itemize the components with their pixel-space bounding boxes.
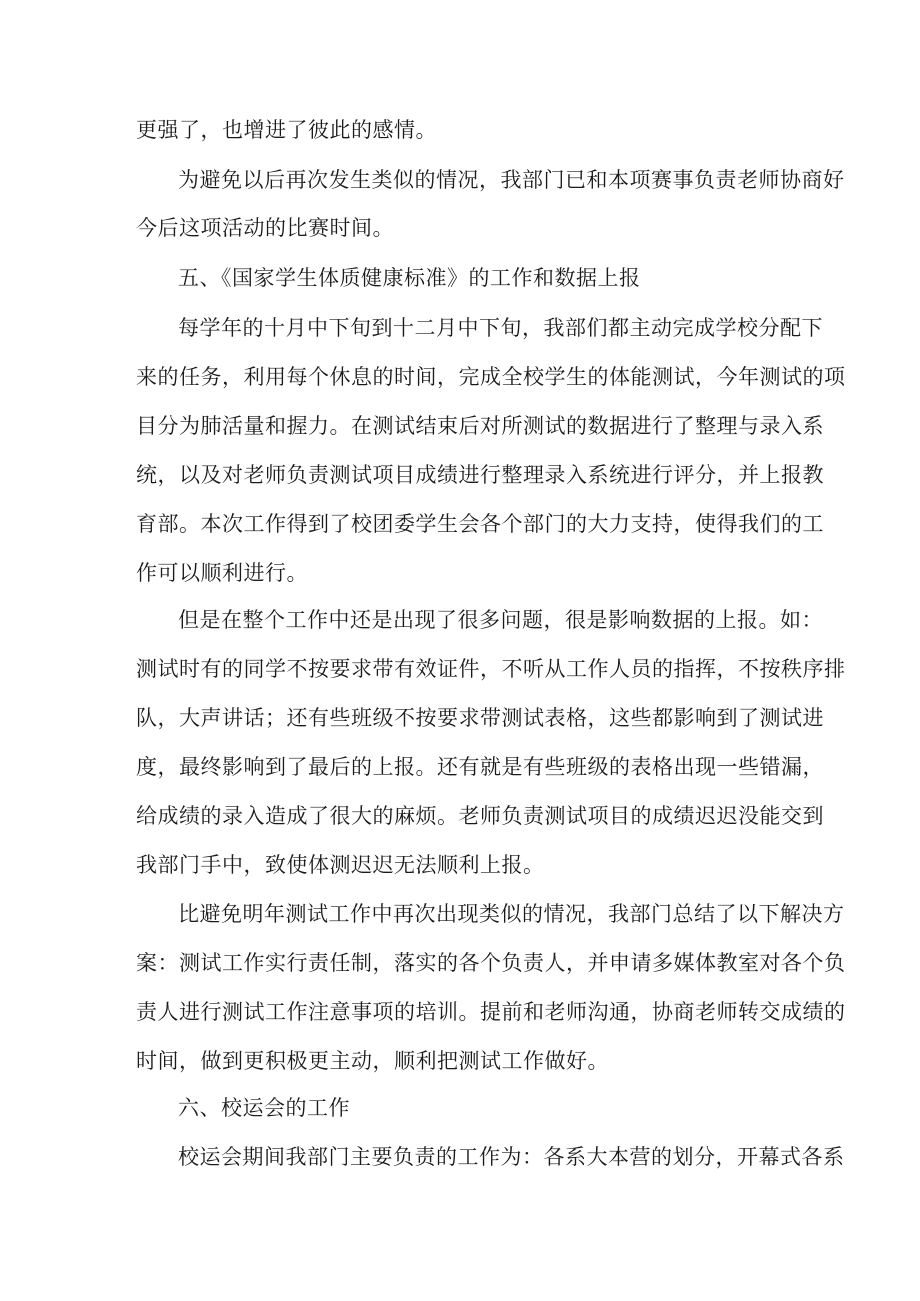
- paragraph-line: 给成绩的录入造成了很大的麻烦。老师负责测试项目的成绩迟迟没能交到: [136, 804, 824, 828]
- paragraph-line: 今后这项活动的比赛时间。: [136, 216, 394, 240]
- paragraph-line: 统，以及对老师负责测试项目成绩进行整理录入系统进行评分，并上报教: [136, 463, 824, 487]
- paragraph-line: 育部。本次工作得到了校团委学生会各个部门的大力支持，使得我们的工: [136, 512, 824, 536]
- paragraph-line: 为避免以后再次发生类似的情况，我部门已和本项赛事负责老师协商好: [178, 168, 845, 192]
- paragraph-line: 度，最终影响到了最后的上报。还有就是有些班级的表格出现一些错漏，: [136, 755, 824, 779]
- paragraph-line: 时间，做到更积极更主动，顺利把测试工作做好。: [136, 1049, 609, 1073]
- paragraph-line: 校运会期间我部门主要负责的工作为：各系大本营的划分，开幕式各系: [178, 1145, 845, 1169]
- paragraph-line: 测试时有的同学不按要求带有效证件，不听从工作人员的指挥，不按秩序排: [136, 657, 846, 681]
- section-heading: 六、校运会的工作: [178, 1096, 350, 1120]
- paragraph-line: 但是在整个工作中还是出现了很多问题，很是影响数据的上报。如：: [178, 608, 823, 632]
- paragraph-line: 作可以顺利进行。: [136, 561, 308, 585]
- paragraph-line: 责人进行测试工作注意事项的培训。提前和老师沟通，协商老师转交成绩的: [136, 1000, 846, 1024]
- paragraph-line: 目分为肺活量和握力。在测试结束后对所测试的数据进行了整理与录入系: [136, 414, 824, 438]
- paragraph-line: 来的任务，利用每个休息的时间，完成全校学生的体能测试，今年测试的项: [136, 365, 846, 389]
- paragraph-line: 更强了，也增进了彼此的感情。: [136, 118, 437, 142]
- paragraph-line: 案：测试工作实行责任制，落实的各个负责人，并申请多媒体教室对各个负: [136, 951, 846, 975]
- paragraph-line: 每学年的十月中下旬到十二月中下旬，我部们都主动完成学校分配下: [178, 316, 823, 340]
- paragraph-line: 队，大声讲话；还有些班级不按要求带测试表格，这些都影响到了测试进: [136, 706, 824, 730]
- paragraph-line: 比避免明年测试工作中再次出现类似的情况，我部门总结了以下解决方: [178, 902, 845, 926]
- section-heading: 五、《国家学生体质健康标准》的工作和数据上报: [178, 266, 641, 290]
- paragraph-line: 我部门手中，致使体测迟迟无法顺利上报。: [136, 853, 545, 877]
